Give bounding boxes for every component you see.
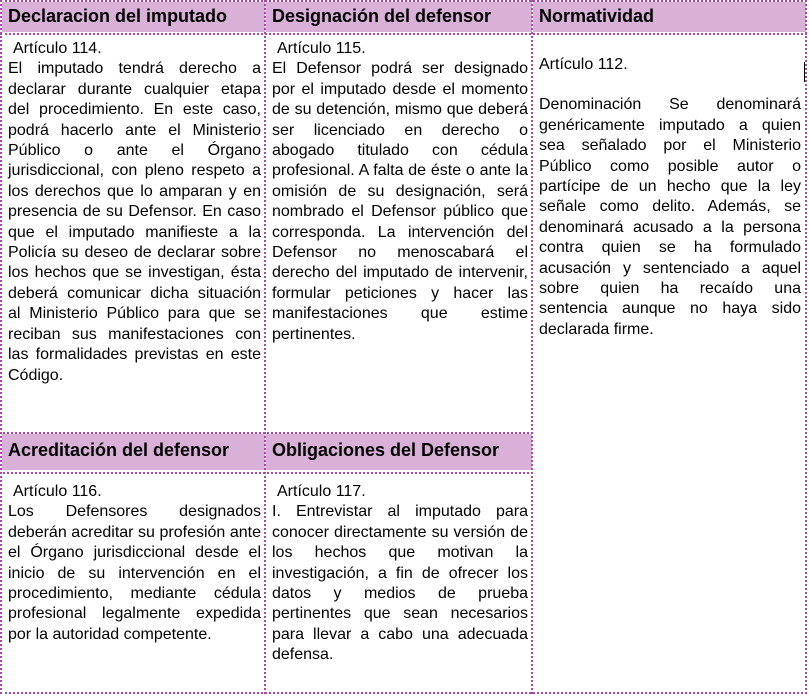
- header-designacion-del-defensor: Designación del defensor: [266, 2, 532, 32]
- header-declaracion-del-imputado: Declaracion del imputado: [2, 2, 265, 32]
- cell-designacion-del-defensor: [266, 39, 532, 432]
- column-divider-2: [531, 0, 533, 694]
- article-number: Artículo 114.: [13, 40, 102, 57]
- table-border-top: [0, 0, 807, 2]
- header-row-divider: [0, 33, 807, 35]
- article-number: Artículo 112.: [539, 56, 628, 73]
- second-header-divider: [0, 472, 533, 474]
- row-divider: [0, 432, 533, 434]
- cell-normatividad: [533, 55, 805, 675]
- column-divider-1: [264, 0, 266, 694]
- table-border-left: [0, 0, 2, 694]
- header-obligaciones-del-defensor: Obligaciones del Defensor: [266, 434, 532, 470]
- article-text: Los Defensores designados deberán acreditar su profesión ante el Órgano jurisdiccional desde el inicio de su intervención en el procedimiento, mediante cédula profesional legalmente expedida por la autoridad competente.: [8, 503, 261, 643]
- header-acreditacion-del-defensor: Acreditación del defensor: [2, 434, 265, 470]
- cell-acreditacion-del-defensor: [2, 482, 265, 692]
- article-text: El Defensor podrá ser designado por el imputado desde el momento de su detención, mismo que deberá ser licenciado en derecho o abogado titulado con cédula profesional. A falta de éste o ante la omisión de su designación, será nombrado el Defensor público que corresponda. La intervención del Defensor no menoscabará el derecho del imputado de intervenir, formular peticiones y hacer las manifestaciones que estime pertinentes.: [272, 60, 528, 343]
- article-text: I. Entrevistar al imputado para conocer directamente su versión de los hechos que motivan la investigación, a fin de ofrecer los datos y medios de prueba pertinentes que sean necesarios para llevar a cabo una adecuada defensa.: [272, 503, 528, 664]
- article-number: Artículo 117.: [277, 483, 366, 500]
- article-text: Denominación Se denominará genéricamente imputado a quien sea señalado por el Ministerio Público como posible autor o partícipe de un hecho que la ley señale como delito. Además, se denominará acusado a la persona contra quien se ha formulado acusación y sentenciado a aquel sobre quien ha recaído una sentencia aunque no haya sido declarada firme.: [539, 96, 801, 338]
- cell-declaracion-del-imputado: [2, 39, 265, 432]
- article-number: Artículo 116.: [13, 483, 102, 500]
- text-cursor-mark: [804, 62, 805, 82]
- table-border-right: [805, 0, 807, 694]
- header-normatividad: Normatividad: [533, 2, 806, 32]
- cell-obligaciones-del-defensor: [266, 482, 532, 692]
- article-text: El imputado tendrá derecho a declarar durante cualquier etapa del procedimiento. En este caso, podrá hacerlo ante el Ministerio Público o ante el Órgano jurisdiccional, con pleno respeto a los derechos que lo amparan y en presencia de su Defensor. En caso que el imputado manifieste a la Policía su deseo de declarar sobre los hechos que se investigan, ésta deberá comunicar dicha situación al Ministerio Público para que se reciban sus manifestaciones con las formalidades previstas en este Código.: [8, 60, 261, 384]
- article-number: Artículo 115.: [277, 40, 366, 57]
- table-border-bottom: [0, 692, 807, 694]
